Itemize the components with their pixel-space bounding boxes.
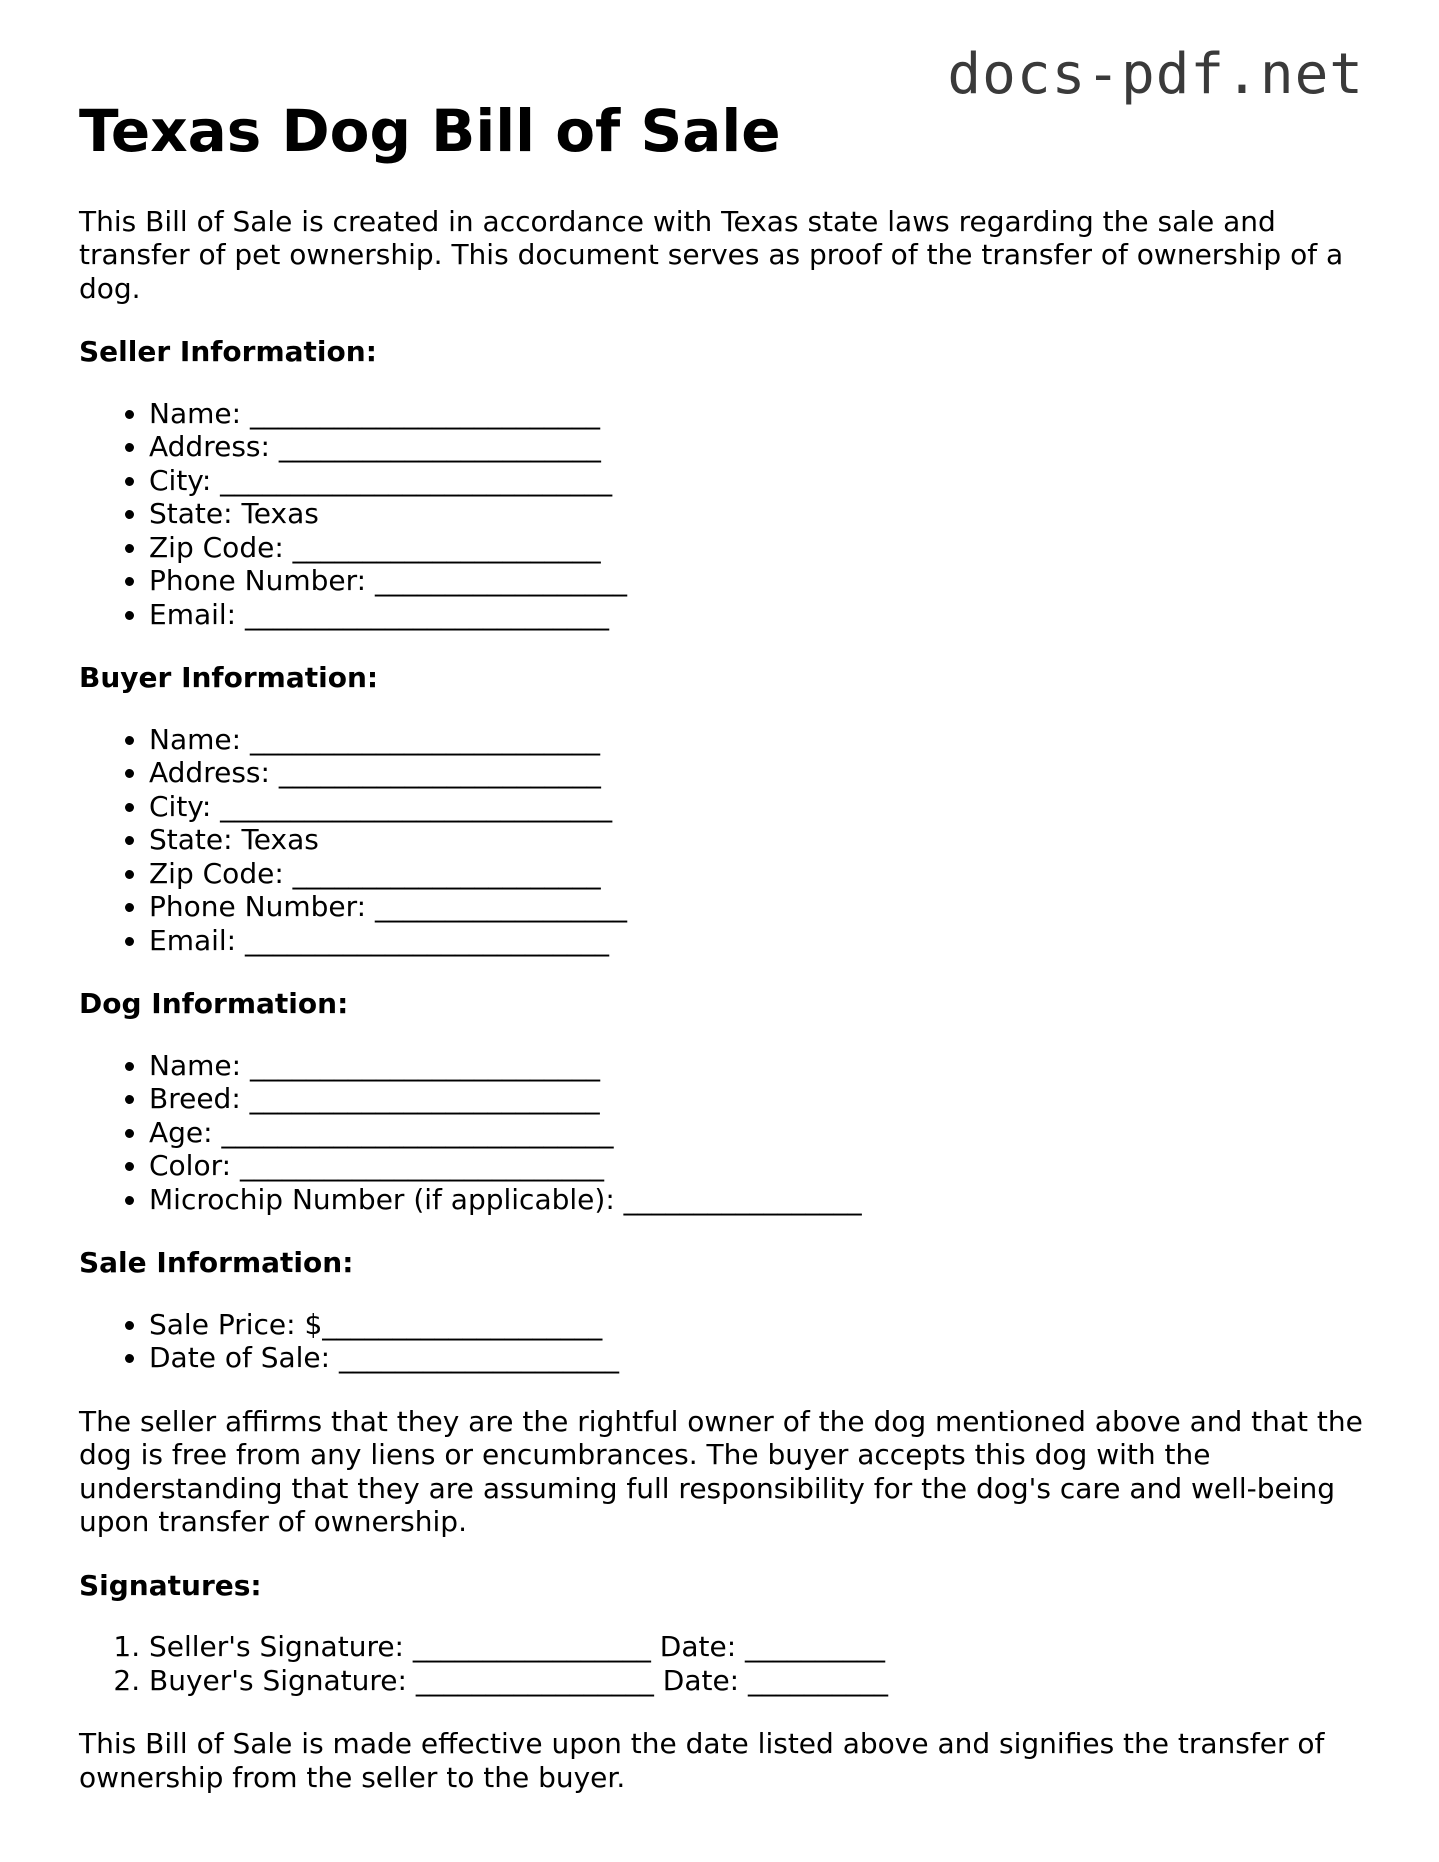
- closing-paragraph: This Bill of Sale is made effective upon the date listed above and signifies the transfer of ownership from the seller to the buyer.: [79, 1727, 1325, 1794]
- seller-zip-item: • Zip Code: ______________________: [149, 531, 1369, 565]
- sale-list: [79, 1308, 1369, 1375]
- signatures-list: [79, 1630, 1369, 1697]
- seller-city-item: • City: ____________________________: [149, 464, 1369, 498]
- document: [79, 98, 1369, 1824]
- page-title: Texas Dog Bill of Sale: [79, 97, 781, 165]
- seller-address-item: • Address: _______________________: [149, 430, 1369, 464]
- sale-price-item: • Sale Price: $____________________: [149, 1308, 1369, 1342]
- buyer-email-item: • Email: __________________________: [149, 924, 1369, 958]
- intro-paragraph: This Bill of Sale is created in accordance with Texas state laws regarding the sale and transfer of pet ownership. This document serves as proof of the transfer of ownership of a dog.: [79, 204, 1344, 305]
- seller-state-item: • State: Texas: [149, 497, 1369, 531]
- buyer-name-item: • Name: _________________________: [149, 723, 1369, 757]
- dog-breed-item: • Breed: _________________________: [149, 1082, 1369, 1116]
- buyer-phone-item: • Phone Number: __________________: [149, 890, 1369, 924]
- dog-microchip-item: • Microchip Number (if applicable): _________________: [149, 1183, 1369, 1217]
- seller-name-item: • Name: _________________________: [149, 397, 1369, 431]
- dog-color-item: • Color: __________________________: [149, 1149, 1369, 1183]
- seller-signature-item: 1. Seller's Signature: _________________ Date: __________: [149, 1630, 1369, 1664]
- buyer-list: [79, 723, 1369, 958]
- seller-phone-item: • Phone Number: __________________: [149, 564, 1369, 598]
- buyer-state-item: • State: Texas: [149, 823, 1369, 857]
- buyer-zip-item: • Zip Code: ______________________: [149, 857, 1369, 891]
- seller-heading: Seller Information:: [79, 335, 377, 369]
- sale-heading: Sale Information:: [79, 1246, 354, 1280]
- dog-heading: Dog Information:: [79, 987, 349, 1021]
- affirmation-paragraph: The seller affirms that they are the rightful owner of the dog mentioned above and that the dog is free from any liens or encumbrances. The buyer accepts this dog with the understanding that they are assuming full responsibility for the dog's care and well-being upon transfer of ownership.: [79, 1404, 1363, 1539]
- seller-list: [79, 397, 1369, 632]
- buyer-heading: Buyer Information:: [79, 661, 379, 695]
- watermark: docs-pdf.net: [947, 42, 1364, 107]
- seller-email-item: • Email: __________________________: [149, 598, 1369, 632]
- buyer-signature-item: 2. Buyer's Signature: _________________ Date: __________: [149, 1664, 1369, 1698]
- sale-date-item: • Date of Sale: ____________________: [149, 1341, 1369, 1375]
- buyer-address-item: • Address: _______________________: [149, 756, 1369, 790]
- dog-age-item: • Age: ____________________________: [149, 1116, 1369, 1150]
- dog-name-item: • Name: _________________________: [149, 1049, 1369, 1083]
- dog-list: [79, 1049, 1369, 1217]
- signatures-heading: Signatures:: [79, 1568, 262, 1602]
- buyer-city-item: • City: ____________________________: [149, 790, 1369, 824]
